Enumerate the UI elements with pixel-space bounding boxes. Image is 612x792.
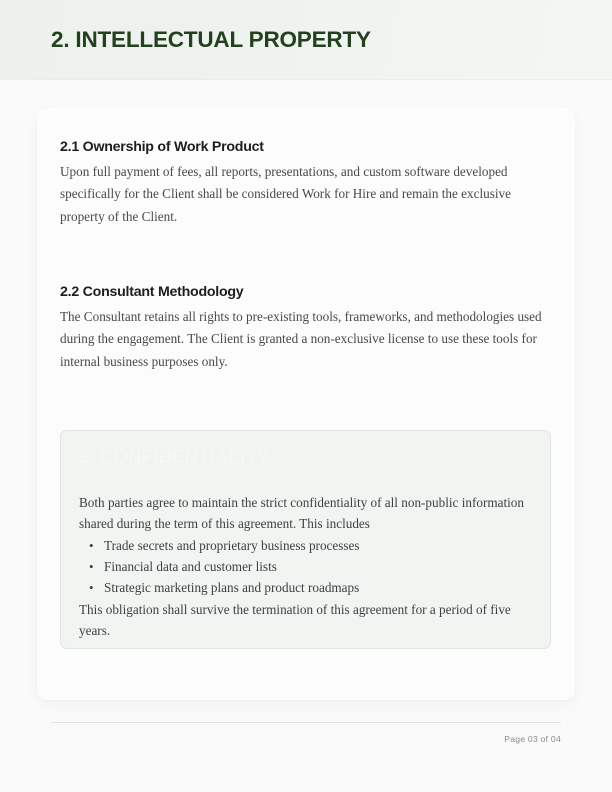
content-card [37,108,575,700]
list-item: • Trade secrets and proprietary business processes [79,535,536,556]
section-body: Upon full payment of fees, all reports, presentations, and custom software developed specifically for the Client shall be considered Work for Hire and remain the exclusive property of the Client. [60,164,511,224]
confidentiality-content [79,492,536,641]
page-footer [51,722,561,744]
confidentiality-intro-paragraph: Both parties agree to maintain the strict confidentiality of all non-public information shared during the term of this agreement. This includes [79,495,524,531]
confidentiality-callout-box [60,430,551,649]
section-consultant-methodology [60,284,556,373]
section-heading: 2.2 Consultant Methodology [60,284,244,300]
confidentiality-closing-paragraph: This obligation shall survive the termination of this agreement for a period of five years. [79,602,511,638]
list-item: • Financial data and customer lists [79,556,536,577]
page-number-label: Page 03 of 04 [504,734,561,744]
section-body: The Consultant retains all rights to pre-existing tools, frameworks, and methodologies used during the engagement. The Client is granted a non-exclusive license to use these tools for internal business purposes only. [60,309,542,369]
list-item: • Strategic marketing plans and product roadmaps [79,577,536,598]
page-header [0,0,612,80]
confidentiality-list [79,535,536,598]
confidentiality-ghost-heading: 3. CONFIDENTIALITY [79,447,270,468]
section-heading: 2.1 Ownership of Work Product [60,139,264,155]
page-title: 2. INTELLECTUAL PROPERTY [51,27,371,52]
section-ownership-of-work-product [60,139,556,228]
footer-divider [51,722,561,723]
